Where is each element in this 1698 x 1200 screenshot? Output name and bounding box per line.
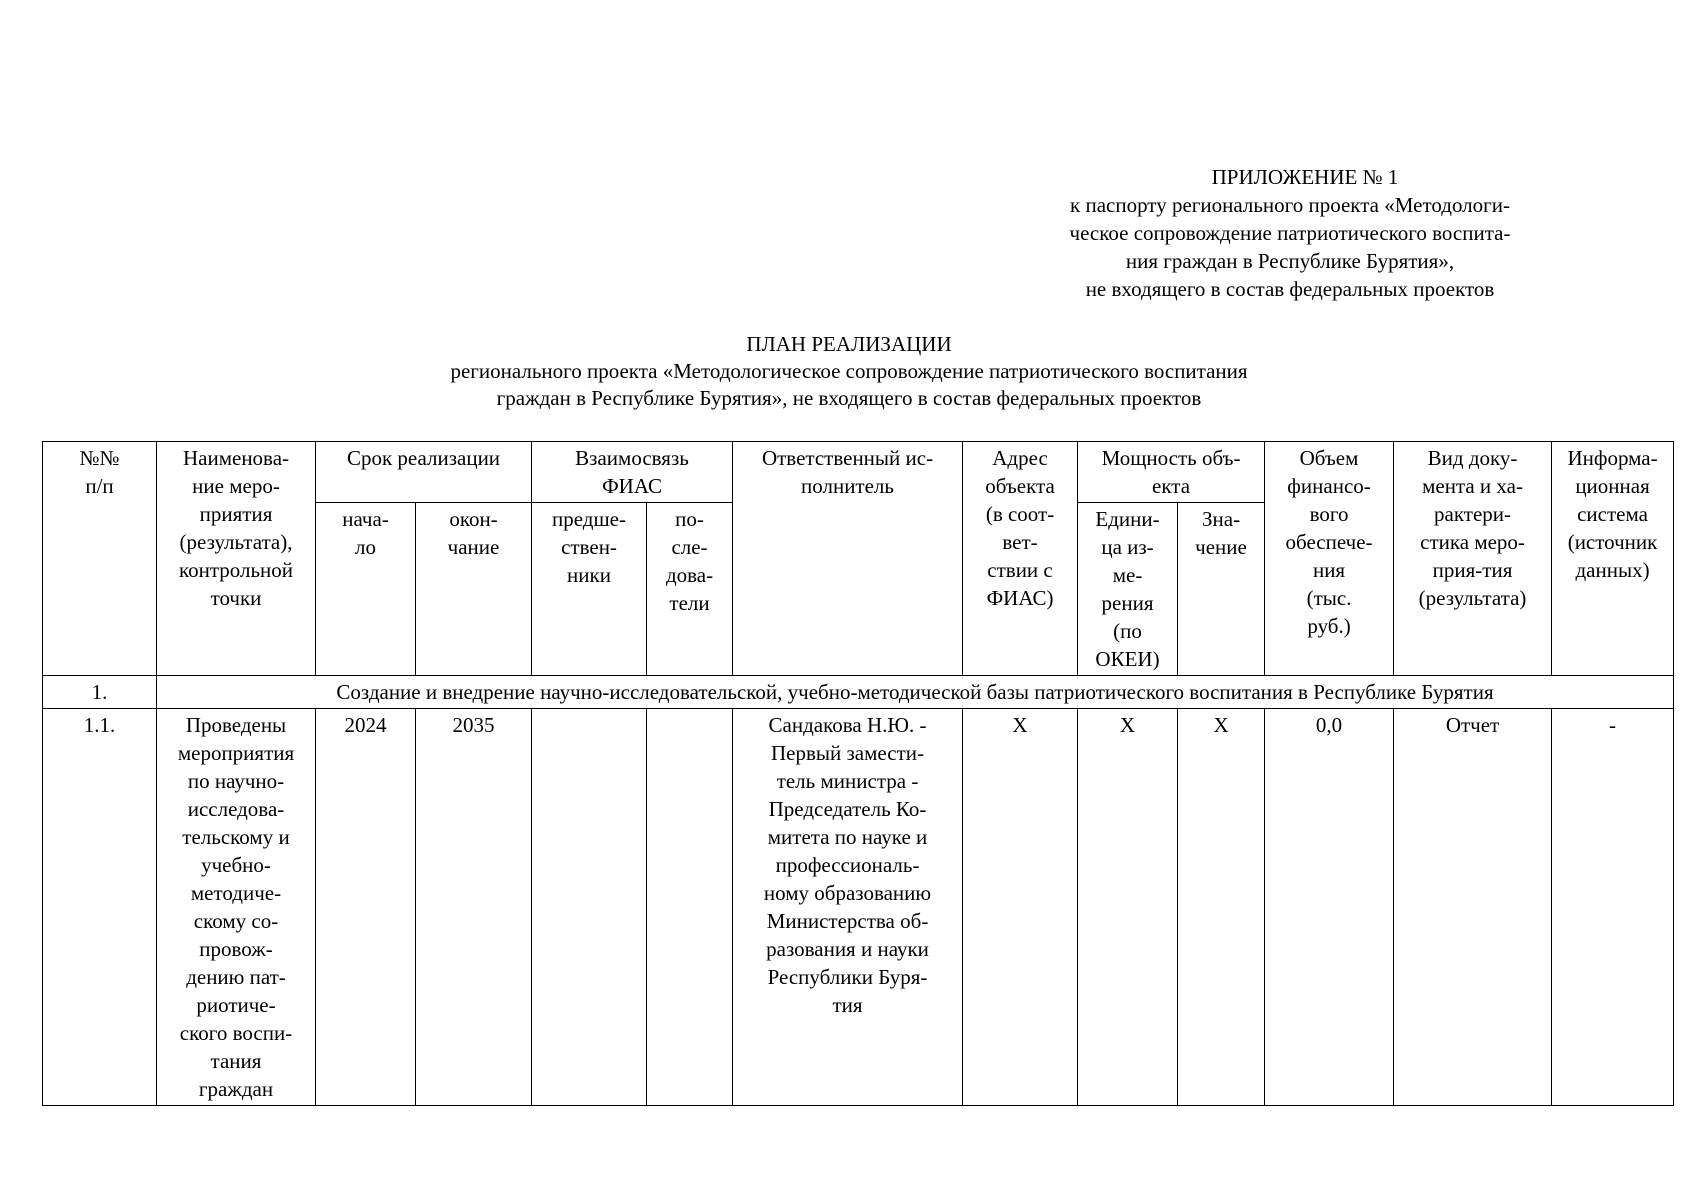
- row-value: X: [1178, 709, 1265, 1106]
- table-row: [43, 709, 1674, 1106]
- header-successors: по- сле- дова- тели: [647, 503, 733, 676]
- row-predecessors: [532, 709, 647, 1106]
- header-capacity: Мощность объ- екта: [1078, 442, 1265, 503]
- row-successors: [647, 709, 733, 1106]
- section-title: Создание и внедрение научно-исследовательской, учебно-методической базы патриотического воспитания в Республике Бурятия: [157, 676, 1674, 709]
- appendix-title: ПРИЛОЖЕНИЕ № 1: [1211, 165, 1399, 189]
- header-unit: Едини- ца из- ме- рения (по ОКЕИ): [1078, 503, 1178, 676]
- row-name: Проведены мероприятия по научно- исследова- тельскому и учебно- методиче- скому со- провож- дению пат- риотиче- ского воспи- тания граждан: [157, 709, 316, 1106]
- appendix-description: к паспорту регионального проекта «Методологи- ческое сопровождение патриотического воспита- ния граждан в Республике Бурятия», не входящего в состав федеральных проектов: [1069, 193, 1511, 301]
- header-term: Срок реализации: [316, 442, 532, 503]
- header-row-1: [43, 442, 1674, 503]
- section-row: [43, 676, 1674, 709]
- header-finance: Объем финансо- вого обеспече- ния (тыс. руб.): [1265, 442, 1394, 676]
- header-num: №№ п/п: [43, 442, 157, 676]
- row-start: 2024: [316, 709, 416, 1106]
- header-doc-type: Вид доку- мента и ха- рактери- стика меро- прия-тия (результата): [1394, 442, 1552, 676]
- header-term-end: окон- чание: [416, 503, 532, 676]
- plan-subtitle: регионального проекта «Методологическое сопровождение патриотического воспитания граждан в Республике Бурятия», не входящего в состав федеральных проектов: [450, 359, 1248, 410]
- header-term-start: нача- ло: [316, 503, 416, 676]
- implementation-plan-table: [42, 441, 1674, 1106]
- header-predecessors: предше- ствен- ники: [532, 503, 647, 676]
- row-unit: X: [1078, 709, 1178, 1106]
- row-info-system: -: [1552, 709, 1674, 1106]
- header-name: Наименова- ние меро- приятия (результата), контрольной точки: [157, 442, 316, 676]
- header-fias-link: Взаимосвязь ФИАС: [532, 442, 733, 503]
- header-info-system: Информа- ционная система (источник данных): [1552, 442, 1674, 676]
- appendix-block: [1040, 163, 1540, 303]
- row-address: X: [963, 709, 1078, 1106]
- section-num: 1.: [43, 676, 157, 709]
- header-executor: Ответственный ис- полнитель: [733, 442, 963, 676]
- row-num: 1.1.: [43, 709, 157, 1106]
- row-finance: 0,0: [1265, 709, 1394, 1106]
- header-value: Зна- чение: [1178, 503, 1265, 676]
- plan-title: ПЛАН РЕАЛИЗАЦИИ: [746, 332, 952, 356]
- row-end: 2035: [416, 709, 532, 1106]
- row-executor: Сандакова Н.Ю. - Первый замести- тель министра - Председатель Ко- митета по науке и профессиональ- ному образованию Министерства об- разования и науки Республики Буря- тия: [733, 709, 963, 1106]
- plan-heading: [0, 331, 1698, 412]
- row-doc-type: Отчет: [1394, 709, 1552, 1106]
- header-address: Адрес объекта (в соот- вет- ствии с ФИАС): [963, 442, 1078, 676]
